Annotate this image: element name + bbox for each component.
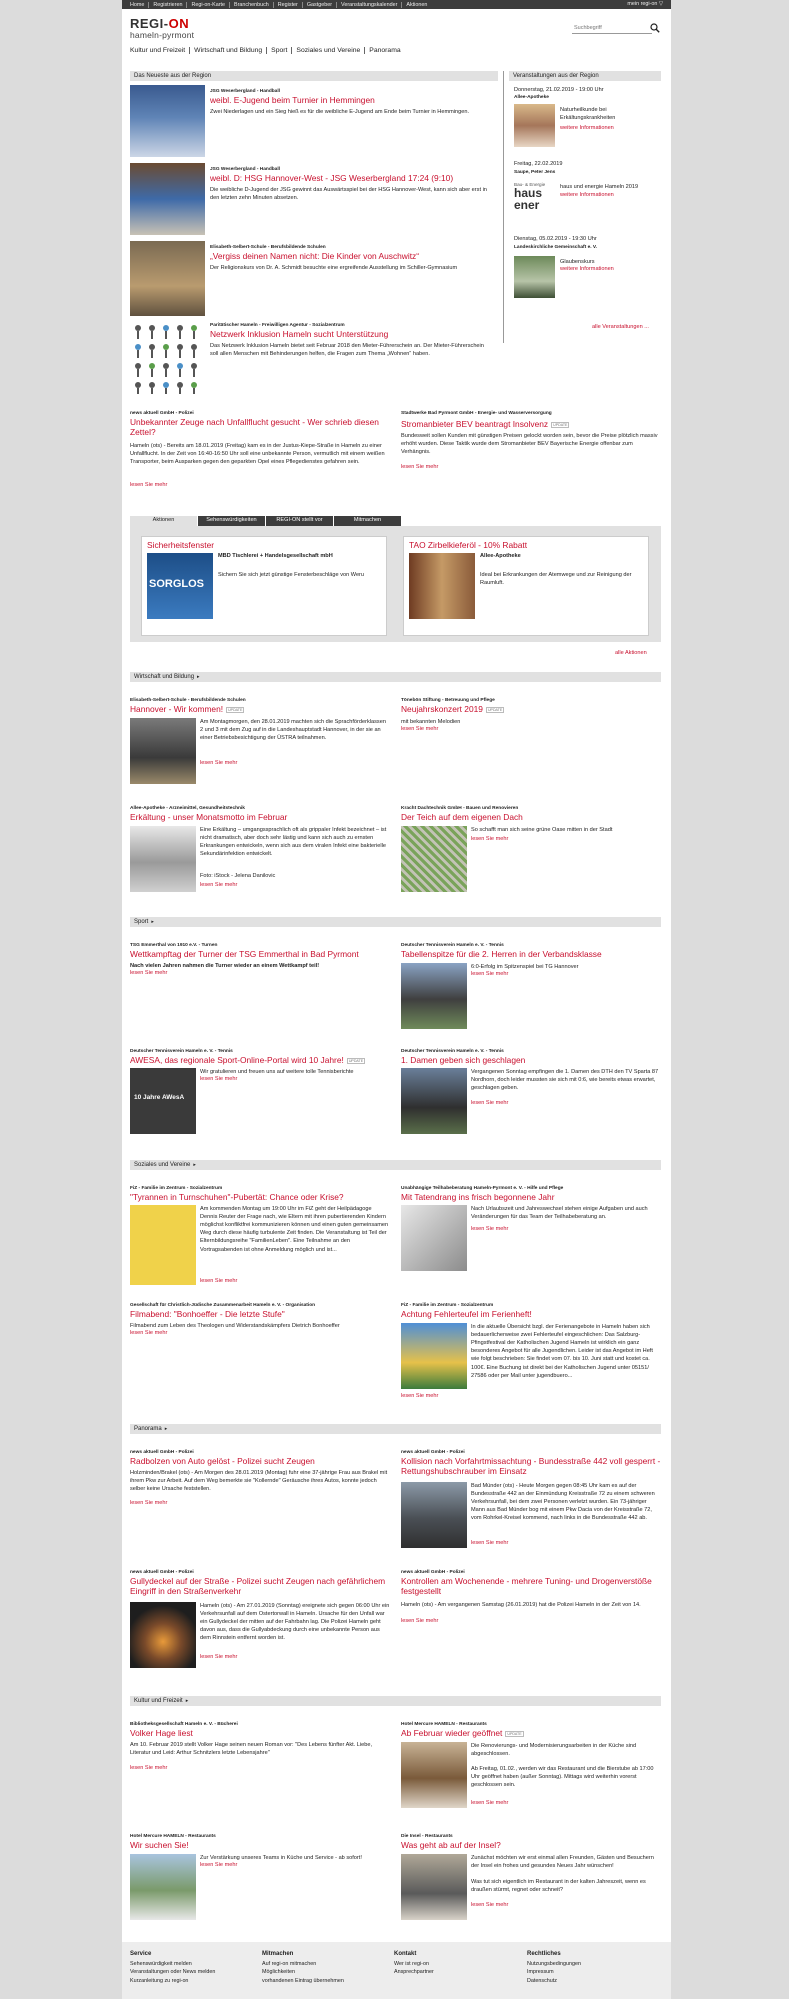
news-title[interactable]: Achtung Fehlerteufel im Ferienheft! (401, 1309, 532, 1319)
news-image[interactable] (130, 241, 205, 316)
nav-item-panorama[interactable]: Panorama (369, 47, 401, 54)
logo-text: haus (514, 186, 543, 201)
news-category: Bibliotheksgesellschaft Hameln e. V. - Bücherei (130, 1722, 238, 1727)
nav-item-wirtschaft[interactable]: Wirtschaft und Bildung (190, 47, 267, 54)
offer-text: Ideal bei Erkrankungen der Atemwege und zur Reinigung der Raumluft. (480, 572, 632, 587)
news-image[interactable] (130, 1205, 196, 1285)
news-image[interactable] (401, 826, 467, 892)
news-title[interactable]: „Vergiss deinen Namen nicht: Die Kinder von Auschwitz“ (210, 251, 420, 261)
section-title: Sport (134, 918, 149, 925)
news-title-text: Hannover - Wir kommen! (130, 704, 224, 714)
news-text: Hameln (ots) - Bereits am 18.01.2019 (Freitag) kam es in der Justus-Kiepe-Straße in Hameln zu einer Unfallflucht. In der Zeit von 16:40-16:50 Uhr soll eine unbekannte Person, vermutlich mit einem weißen Transporter, beim Ausparken gegen den geparkten Opel eines Pflegedienstes gefahren sein. (130, 443, 385, 466)
news-title-text: Neujahrskonzert 2019 (401, 704, 483, 714)
read-more-link[interactable]: lesen Sie mehr (200, 882, 238, 888)
read-more-link[interactable]: lesen Sie mehr (200, 1278, 238, 1284)
read-more-link[interactable]: lesen Sie mehr (471, 836, 509, 842)
event-org: Landeskirchliche Gemeinschaft e. V. (514, 245, 598, 250)
update-badge: UPDATE (228, 707, 243, 712)
news-text: Am kommenden Montag um 19:00 Uhr im FiZ geht der Heilpädagoge Dennis Reuter der Frage nach, wie Eltern mit ihren pubertierenden Kindern möglichst konfliktfrei kommunizieren können und einen guten gemeinsamen Weg durch diese häufig turbulente Zeit finden. Die Veranstaltung ist Teil der Elternbildungsreihe "FamilienLeben". Eine Teilnahme an den Vortragsabenden ist ohne Anmeldung möglich und ist... (200, 1206, 389, 1253)
event-more-link[interactable]: weitere Informationen (560, 266, 614, 272)
top-link[interactable]: Gastgeber (303, 2, 337, 8)
news-category: Elisabeth-Selbert-Schule - Berufsbildende Schulen (210, 245, 326, 250)
read-more-link[interactable]: lesen Sie mehr (401, 464, 439, 470)
footer-heading: Mitmachen (262, 1951, 294, 1957)
top-link[interactable]: Veranstaltungskalender (337, 2, 402, 8)
news-title[interactable] (401, 705, 661, 715)
top-link[interactable]: Regi-on-Karte (187, 2, 230, 8)
event-title: Naturheilkunde bei Erkältungskrankheiten (560, 107, 616, 122)
news-category: Kracht Dachtechnik GmbH - Bauen und Renovieren (401, 806, 519, 811)
event-org: Saupe, Peter Jens (514, 170, 556, 175)
news-title-text: Ab Februar wieder geöffnet (401, 1728, 503, 1738)
news-image[interactable] (401, 1068, 467, 1134)
logo-text: Bau- & Energie (514, 182, 546, 187)
tab-mitmachen[interactable]: Mitmachen (334, 516, 402, 526)
news-image[interactable] (401, 1742, 467, 1808)
footer-link[interactable]: Nutzungsbedingungen (527, 1960, 581, 1967)
section-header-kultur[interactable] (130, 1696, 661, 1706)
news-text: Bad Münder (ots) - Heute Morgen gegen 08:45 Uhr kam es auf der Bundesstraße 442 an der Einmündung Kreisstraße 72 zu einem schweren Verkehrsunfall, bei dem zwei Personen verletzt wurden. Ein 73-jähriger Mann aus Bad Münder bog mit einem Pkw Dacia von der Kreisstraße 72, vom Rohrkel-Kreisel kommend, nach links in die Bundesstraße 442 ab. (471, 1483, 655, 1522)
news-text: In die aktuelle Übersicht bzgl. der Ferienangebote in Hameln haben sich bedauerlicherweise zwei Fehlerteufel eingeschlichen: Das Salzburg-Pfingstfestival der Katholischen Jugend Hameln ist wirklich ein ganz besonderes Angebot für alle Jugendlichen. Leider ist das Angebot im Heft wie folgt beschrieben: Sie findet vom 07. bis 10. Juni statt und kostet ca. 100€. Eine Buchung ist direkt bei der Katholischen Jugend unter 05151/ 27586 oder per Mail unter jugendbuero... (471, 1324, 653, 1379)
section-header-sport[interactable] (130, 917, 661, 927)
chevron-right-icon: ▸ (151, 918, 154, 925)
footer-link[interactable]: Veranstaltungen oder News melden (130, 1969, 216, 1976)
news-text: 6:0-Erfolg im Spitzenspiel bei TG Hannover (471, 964, 579, 970)
news-title[interactable]: Volker Hage liest (130, 1728, 193, 1738)
footer-heading: Service (130, 1951, 152, 1957)
news-category: Stadtwerke Bad Pyrmont GmbH - Energie- und Wasserversorgung (401, 411, 552, 416)
section-title: Panorama (134, 1425, 162, 1432)
news-text: So schafft man sich seine grüne Oase mitten in der Stadt (471, 827, 613, 833)
news-category: Die Insel - Restaurants (401, 1834, 453, 1839)
footer-link[interactable]: Sehenswürdigkeit melden (130, 1960, 192, 1967)
news-text: Foto: iStock - Jelena Danilovic (200, 873, 276, 879)
section-header-soziales[interactable] (130, 1160, 661, 1170)
news-category: JSG Weserbergland - Handball (210, 89, 281, 94)
news-title[interactable]: Unbekannter Zeuge nach Unfallflucht gesucht - Wer schrieb diesen Zettel? (130, 417, 379, 437)
news-text: Wir gratulieren und freuen uns auf weitere tolle Tennisberichte (200, 1069, 354, 1075)
logo-text: REGI- (130, 16, 169, 31)
news-category: Tönebön Stiftung - Betreuung und Pflege (401, 698, 495, 703)
news-text: Die Renovierungs- und Modernisierungsarbeiten in der Küche sind abgeschlossen. (471, 1743, 637, 1758)
news-text: Zunächst möchten wir erst einmal allen Freunden, Gästen und Besuchern der Insel ein frohes und gesundes Neues Jahr wünschen! (471, 1855, 654, 1870)
news-text: Hameln (ots) - Am vergangenen Samstag (26.01.2019) hat die Polizei Hameln in der Zeit von 14. (401, 1602, 641, 1608)
offer-org: Allee-Apotheke (480, 553, 521, 559)
read-more-link[interactable]: lesen Sie mehr (471, 1100, 509, 1106)
event-date: Dienstag, 05.02.2019 - 19:30 Uhr (514, 236, 597, 242)
top-link[interactable]: Branchenbuch (230, 2, 274, 8)
news-image[interactable] (130, 1854, 196, 1920)
footer-heading: Kontakt (394, 1951, 417, 1957)
chevron-right-icon: ▸ (185, 1697, 189, 1704)
top-link[interactable]: Registrieren (149, 2, 187, 8)
read-more-link[interactable]: lesen Sie mehr (471, 1800, 509, 1806)
footer-link[interactable]: Ansprechpartner (394, 1969, 434, 1976)
offer-card[interactable] (141, 536, 387, 636)
news-text: Am 10. Februar 2019 stellt Volker Hage seinen neuen Roman vor: "Des Lebens fünfter Akt. Liebe, Literatur und Leid: Arthur Schnitzlers letzte Lebensjahre" (130, 1742, 373, 1757)
tab-region-stellt-vor[interactable]: REGI-ON stellt vor (266, 516, 334, 526)
news-category: news aktuell GmbH - Polizei (401, 1570, 465, 1575)
tab-aktionen[interactable]: Aktionen (130, 516, 198, 526)
news-title[interactable]: Wir suchen Sie! (130, 1840, 189, 1850)
footer-column (527, 1950, 581, 1986)
news-text: Eine Erkältung – umgangssprachlich oft als grippaler Infekt bezeichnet – ist nicht dramatisch, aber doch sehr lästig und kann sich auch zu ernsten Erkrankungen entwickeln, wenn sich aus dem viralen Infekt eine bakterielle Sekundärinfektion entwickelt. (200, 827, 387, 858)
logo-text: ener (514, 197, 540, 212)
offer-org: MBD Tischlerei + Handelsgesellschaft mbH (218, 553, 333, 559)
news-title[interactable]: Filmabend: "Bonhoeffer - Die letzte Stufe" (130, 1309, 285, 1319)
news-image[interactable] (401, 1323, 467, 1389)
nav-item-soziales[interactable]: Soziales und Vereine (292, 47, 365, 54)
news-category: Deutscher Tennisverein Hameln e. V. - Tennis (130, 1049, 233, 1054)
footer-column (394, 1950, 434, 1977)
section-title: Soziales und Vereine (134, 1161, 191, 1168)
event-title: Glaubenskurs (560, 259, 595, 265)
news-text: Am Montagmorgen, den 28.01.2019 machten sich die Sprachförderklassen 2 und 3 mit dem Zug auf in die Landeshauptstadt Hannover, in der sie an einer Betriebsbesichtigung der ÜSTRA teilnahmen. (200, 719, 386, 742)
news-title[interactable]: Kollision nach Vorfahrtmissachtung - Bundesstraße 442 voll gesperrt - Rettungshubschrauber im Einsatz (401, 1456, 661, 1476)
update-badge: UPDATE (507, 1731, 522, 1736)
update-badge: UPDATE (348, 1058, 364, 1063)
footer-link[interactable]: Kurzanleitung zu regi-on (130, 1977, 189, 1984)
news-title[interactable]: "Tyrannen in Turnschuhen"-Pubertät: Chance oder Krise? (130, 1192, 344, 1202)
news-category: news aktuell GmbH - Polizei (130, 1450, 194, 1455)
tab-bar (130, 516, 402, 526)
section-header-panorama[interactable] (130, 1424, 661, 1434)
top-links (130, 2, 431, 8)
section-header-wirtschaft[interactable] (130, 672, 661, 682)
read-more-link[interactable]: lesen Sie mehr (471, 1540, 509, 1546)
tab-sehenswuerdigkeiten[interactable]: Sehenswürdigkeiten (198, 516, 266, 526)
event-image[interactable] (514, 104, 555, 147)
logo-text-accent: ON (168, 16, 190, 31)
news-text: Zur Verstärkung unseres Teams in Küche und Service - ab sofort! (200, 1855, 362, 1861)
inclusion-pictograms-icon (130, 320, 205, 395)
news-title[interactable]: Netzwerk Inklusion Hameln sucht Unterstützung (210, 329, 389, 339)
news-title[interactable]: Kontrollen am Wochenende - mehrere Tuning- und Drogenverstöße festgestellt (401, 1576, 652, 1596)
news-image[interactable] (130, 718, 196, 784)
footer-link[interactable]: vorhandenen Eintrag übernehmen (262, 1977, 344, 1984)
event-more-link[interactable]: weitere Informationen (560, 192, 614, 198)
offer-title[interactable]: TAO Zirbelkieferöl - 10% Rabatt (409, 540, 528, 550)
news-title[interactable]: Gullydeckel auf der Straße - Polizei sucht Zeugen nach gefährlichem Eingriff in den Straßenverkehr (130, 1576, 386, 1596)
top-link[interactable]: Home (130, 2, 149, 8)
news-title[interactable]: 1. Damen geben sich geschlagen (401, 1055, 526, 1065)
news-title[interactable]: Tabellenspitze für die 2. Herren in der Verbandsklasse (401, 949, 602, 959)
offer-title[interactable]: Sicherheitsfenster (147, 540, 215, 550)
news-text: Zwei Niederlagen und ein Sieg hieß es für die weibliche E-Jugend am Ende beim Turnier in Hemmingen. (210, 109, 470, 115)
footer-column (130, 1950, 215, 1986)
read-more-link[interactable]: lesen Sie mehr (401, 726, 439, 732)
read-more-link[interactable]: lesen Sie mehr (200, 1076, 238, 1082)
news-text: Der Religionskurs von Dr. A. Schmidt besuchte eine ergreifende Ausstellung im Schiller-Gymnasium (210, 265, 458, 271)
news-category: Allee-Apotheke - Arzneimittel, Gesundheitstechnik (130, 806, 245, 811)
footer-column (262, 1950, 344, 1986)
read-more-link[interactable]: lesen Sie mehr (471, 1902, 509, 1908)
section-header-neueste (130, 71, 498, 81)
news-title[interactable] (401, 1729, 661, 1739)
main-nav (130, 47, 405, 54)
update-badge: UPDATE (553, 422, 568, 427)
event-title: haus und energie Hameln 2019 (560, 184, 639, 190)
news-text: Filmabend zum Leben des Theologen und Widerstandskämpfers Dietrich Bonhoeffer (130, 1323, 340, 1329)
footer-link[interactable]: Impressum (527, 1969, 554, 1976)
read-more-link[interactable]: lesen Sie mehr (401, 1393, 439, 1399)
news-image[interactable] (130, 320, 205, 395)
read-more-link[interactable]: lesen Sie mehr (471, 971, 509, 977)
news-category: news aktuell GmbH - Polizei (130, 411, 194, 416)
news-text: Bundesweit sollen Kunden mit günstigen Preisen gelockt worden sein, bevor die Preise plötzlich massiv erhöht wurden. Diese Taktik wurde dem Stromanbieter BEV Bayerische Energie offenbar zum Verhängnis. (401, 433, 658, 456)
chevron-right-icon: ▸ (197, 673, 200, 680)
news-text: Das Netzwerk Inklusion Hameln bietet seit Februar 2018 den Mieter-Führerschein an. Der Mieter-Führerschein soll allen Menschen mit Behinderungen helfen, die Fragen zum Thema „Wohnen“ haben. (210, 343, 484, 358)
news-category: FiZ - Familie im Zentrum - Sozialzentrum (130, 1186, 223, 1191)
news-title-text: Stromanbieter BEV beantragt Insolvenz (401, 419, 549, 429)
section-title: Veranstaltungen aus der Region (513, 72, 599, 79)
offer-image-text: SORGLOS (149, 578, 205, 590)
footer-link[interactable]: Datenschutz (527, 1977, 557, 1984)
news-category: TSG Emmerthal von 1910 e.V. - Turnen (130, 943, 218, 948)
news-category: news aktuell GmbH - Polizei (130, 1570, 194, 1575)
section-title: Wirtschaft und Bildung (134, 673, 195, 680)
event-date: Donnerstag, 21.02.2019 - 19:00 Uhr (514, 87, 604, 93)
footer-link[interactable]: Möglichkeiten (262, 1969, 295, 1976)
news-text: Ab Freitag, 01.02., werden wir das Restaurant und die Bierstube ab 17:00 Uhr geöffnet haben (außer Sonntag). Mittags wird weiterhin vorerst geschlossen sein. (471, 1766, 654, 1789)
news-title[interactable]: Wettkampftag der Turner der TSG Emmerthal in Bad Pyrmont (130, 949, 359, 959)
all-offers-link[interactable]: alle Aktionen (615, 650, 647, 656)
news-title[interactable]: Erkältung - unser Monatsmotto im Februar (130, 812, 288, 822)
news-category: Deutscher Tennisverein Hameln e. V. - Tennis (401, 1049, 504, 1054)
read-more-link[interactable]: lesen Sie mehr (200, 1654, 238, 1660)
news-category: Elisabeth-Selbert-Schule - Berufsbildende Schulen (130, 698, 246, 703)
news-text: Nach Urlaubszeit und Jahreswechsel stehen einige Aufgaben und auch Veränderungen für das Team der Teilhabeberatung an. (471, 1206, 648, 1221)
news-text: Was tut sich eigentlich im Restaurant in der kalten Jahreszeit, wenn es draußen stürmt, regnet oder schneit? (471, 1879, 646, 1894)
news-category: Paritätischer Hameln - Freiwilligen Agentur - Sozialzentrum (210, 323, 345, 328)
offer-image[interactable] (147, 553, 213, 619)
news-category: news aktuell GmbH - Polizei (401, 1450, 465, 1455)
offer-image[interactable] (409, 553, 475, 619)
news-text: Hameln (ots) - Am 27.01.2019 (Sonntag) ereignete sich gegen 06:00 Uhr ein Verkehrsunfall auf dem Ostertorwall in Hameln. Ursache für den Unfall war ein Gullydeckel der mitten auf der Fahrbahn lag. Die Polizei Hameln geht davon aus, dass die Gullyabdeckung durch eine unbekannte Person aus dem Rinnstein entfernt worden ist. (200, 1603, 390, 1642)
footer-heading: Rechtliches (527, 1951, 561, 1957)
read-more-link[interactable]: lesen Sie mehr (130, 482, 168, 488)
read-more-link[interactable]: lesen Sie mehr (200, 1862, 238, 1868)
account-menu[interactable]: mein regi-on ▽ (627, 0, 663, 7)
read-more-link[interactable]: lesen Sie mehr (130, 1500, 168, 1506)
read-more-link[interactable]: lesen Sie mehr (130, 1330, 168, 1336)
news-title[interactable] (130, 1056, 390, 1066)
news-title-text: AWESA, das regionale Sport-Online-Portal wird 10 Jahre! (130, 1055, 344, 1065)
event-org: Allee-Apotheke (514, 95, 549, 100)
news-title[interactable]: weibl. D: HSG Hannover-West - JSG Weserbergland 17:24 (9:10) (210, 173, 454, 183)
news-image[interactable] (130, 1068, 196, 1134)
header (122, 9, 671, 39)
news-title[interactable]: weibl. E-Jugend beim Turnier in Hemmingen (210, 95, 375, 105)
news-image[interactable] (130, 826, 196, 892)
footer (122, 1942, 671, 1999)
news-image[interactable] (401, 1854, 467, 1920)
news-image[interactable] (130, 1602, 196, 1668)
top-link[interactable]: Aktionen (406, 1, 428, 8)
footer-link[interactable]: Wer ist regi-on (394, 1960, 429, 1967)
news-title[interactable]: Was geht ab auf der Insel? (401, 1840, 501, 1850)
event-more-link[interactable]: weitere Informationen (560, 125, 614, 131)
nav-item-kultur[interactable]: Kultur und Freizeit (130, 47, 190, 54)
read-more-link[interactable]: lesen Sie mehr (401, 1618, 439, 1624)
news-title[interactable]: Radbolzen von Auto gelöst - Polizei sucht Zeugen (130, 1456, 315, 1466)
read-more-link[interactable]: lesen Sie mehr (130, 1765, 168, 1771)
update-badge: UPDATE (487, 707, 503, 712)
read-more-link[interactable]: lesen Sie mehr (471, 1226, 509, 1232)
news-text: Die weibliche D-Jugend der JSG gewinnt das Auswärtsspiel bei der HSG Hannover-West, kann sich aber erst in den letzten zehn Minuten absetzen. (210, 187, 487, 202)
news-category: Gesellschaft für Christlich-Jüdische Zusammenarbeit Hameln e. V. - Organisation (130, 1303, 316, 1308)
news-image[interactable] (401, 1482, 467, 1548)
news-category: JSG Weserbergland - Handball (210, 167, 281, 172)
top-link[interactable]: Register (274, 2, 303, 8)
news-title[interactable] (130, 705, 390, 715)
logo-subtitle: hameln-pyrmont (130, 30, 195, 40)
chevron-right-icon: ▸ (164, 1425, 168, 1432)
news-image-text: 10 Jahre AWesA (134, 1094, 185, 1101)
event-date: Freitag, 22.02.2019 (514, 161, 563, 167)
chevron-right-icon: ▸ (193, 1161, 196, 1168)
footer-link[interactable]: Auf regi-on mitmachen (262, 1960, 317, 1967)
event-image[interactable] (514, 256, 555, 298)
haus-energie-logo[interactable] (514, 182, 556, 220)
news-category: FiZ - Familie im Zentrum - Sozialzentrum (401, 1303, 494, 1308)
section-title: Kultur und Freizeit (134, 1697, 183, 1704)
offer-text: Sichern Sie sich jetzt günstige Fensterbeschläge von Weru (218, 572, 365, 578)
news-title[interactable] (401, 420, 663, 430)
section-title: Das Neueste aus der Region (134, 72, 212, 79)
news-category: Hotel Mercure HAMELN - Restaurants (401, 1722, 487, 1727)
search-input[interactable] (572, 23, 652, 34)
top-bar (122, 0, 671, 9)
news-image[interactable] (130, 163, 205, 235)
news-category: Hotel Mercure HAMELN - Restaurants (130, 1834, 216, 1839)
news-image[interactable] (401, 963, 467, 1029)
news-text: Holzminden/Brakel (ots) - Am Morgen des 28.01.2019 (Montag) fuhr eine 37-jährige Frau aus Brakel mit ihrem Pkw zur Arbeit. Auf dem Weg bemerkte sie "Kollernde" Geräusche ihres Autos, konnte jedoch selber keine Ursache feststellen. (130, 1470, 388, 1493)
news-category: Unabhängige Teilhabeberatung Hameln-Pyrmont e. V. - Hilfe und Pflege (401, 1186, 564, 1191)
news-text: Vergangenen Sonntag empfingen die 1. Damen des DTH den TV Sparta 87 Nordhorn, doch leider mussten sie sich mit 0:6, wie bereits etwas erwartet, geschlagen geben. (471, 1069, 659, 1092)
news-title[interactable]: Der Teich auf dem eigenen Dach (401, 812, 523, 822)
section-header-events (509, 71, 661, 81)
all-events-link[interactable]: alle Veranstaltungen ... (592, 324, 649, 330)
news-title[interactable]: Mit Tatendrang ins frisch begonnene Jahr (401, 1192, 555, 1202)
page (122, 0, 671, 1999)
news-category: Deutscher Tennisverein Hameln e. V. - Tennis (401, 943, 504, 948)
news-image[interactable] (130, 85, 205, 157)
news-text: Nach vielen Jahren nahmen die Turner wieder an einem Wettkampf teil! (130, 963, 320, 969)
nav-item-sport[interactable]: Sport (267, 47, 292, 54)
site-logo[interactable] (130, 17, 194, 40)
news-text: mit bekannten Melodien (401, 719, 461, 725)
read-more-link[interactable]: lesen Sie mehr (130, 970, 168, 976)
read-more-link[interactable]: lesen Sie mehr (200, 760, 238, 766)
news-image[interactable] (401, 1205, 467, 1271)
search-icon[interactable] (650, 23, 660, 33)
column-divider (503, 71, 504, 343)
offer-card[interactable] (403, 536, 649, 636)
